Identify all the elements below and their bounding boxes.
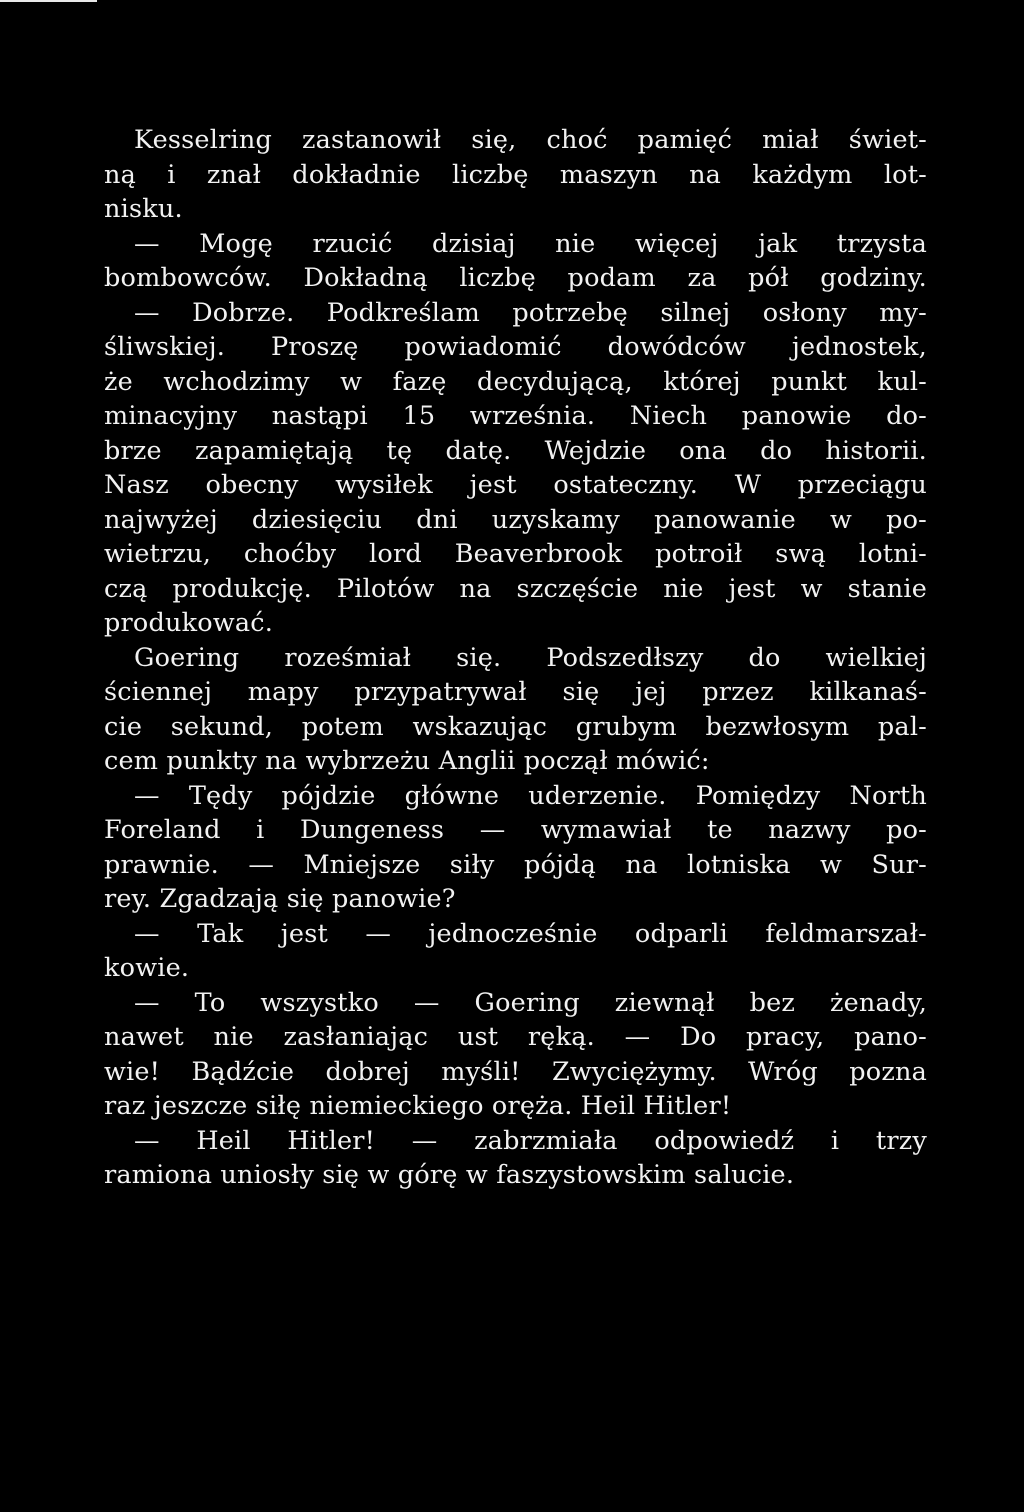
- book-page-text: [104, 123, 927, 1193]
- text-line: śliwskiej. Proszę powiadomić dowódców jednostek,: [104, 332, 927, 362]
- text-line: — To wszystko — Goering ziewnął bez żenady,: [134, 987, 927, 1018]
- text-line: — Tędy pójdzie główne uderzenie. Pomiędzy North: [134, 780, 927, 811]
- text-line: nawet nie zasłaniając ust ręką. — Do pracy, pano-: [104, 1022, 927, 1052]
- text-line: ną i znał dokładnie liczbę maszyn na każdym lot-: [104, 159, 927, 190]
- text-line: czą produkcję. Pilotów na szczęście nie jest w stanie: [104, 573, 927, 604]
- text-line: cem punkty na wybrzeżu Anglii począł mówić:: [104, 746, 710, 776]
- text-line: Foreland i Dungeness — wymawiał te nazwy po-: [104, 815, 927, 845]
- text-line: ramiona uniosły się w górę w faszystowskim salucie.: [104, 1160, 795, 1190]
- text-line: prawnie. — Mniejsze siły pójdą na lotniska w Sur-: [104, 849, 927, 880]
- text-line: — Tak jest — jednocześnie odparli feldmarszał-: [134, 918, 927, 949]
- text-line: że wchodzimy w fazę decydującą, której punkt kul-: [104, 366, 927, 397]
- text-line: bombowców. Dokładną liczbę podam za pół godziny.: [104, 263, 927, 293]
- text-line: wie! Bądźcie dobrej myśli! Zwyciężymy. Wróg pozna: [104, 1056, 927, 1087]
- text-line: — Heil Hitler! — zabrzmiała odpowiedź i trzy: [134, 1125, 927, 1156]
- top-edge-mark: [0, 0, 97, 2]
- text-line: — Dobrze. Podkreślam potrzebę silnej osłony my-: [134, 297, 927, 328]
- text-line: Nasz obecny wysiłek jest ostateczny. W przeciągu: [104, 470, 927, 500]
- text-line: cie sekund, potem wskazując grubym bezwłosym pal-: [104, 711, 927, 742]
- text-line: minacyjny nastąpi 15 września. Niech panowie do-: [104, 401, 927, 431]
- text-line: — Mogę rzucić dzisiaj nie więcej jak trzysta: [134, 228, 927, 259]
- text-line: kowie.: [104, 953, 190, 983]
- text-line: brze zapamiętają tę datę. Wejdzie ona do historii.: [104, 435, 927, 466]
- text-line: Kesselring zastanowił się, choć pamięć miał świet-: [134, 125, 927, 155]
- text-line: wietrzu, choćby lord Beaverbrook potroił swą lotni-: [104, 539, 927, 569]
- text-line: najwyżej dziesięciu dni uzyskamy panowanie w po-: [104, 504, 927, 535]
- text-line: ściennej mapy przypatrywał się jej przez kilkanaś-: [104, 677, 927, 707]
- text-line: produkować.: [104, 608, 274, 638]
- text-line: rey. Zgadzają się panowie?: [104, 884, 456, 914]
- text-line: raz jeszcze siłę niemieckiego oręża. Heil Hitler!: [104, 1091, 732, 1121]
- text-line: nisku.: [104, 194, 183, 224]
- text-line: Goering roześmiał się. Podszedłszy do wielkiej: [134, 642, 927, 673]
